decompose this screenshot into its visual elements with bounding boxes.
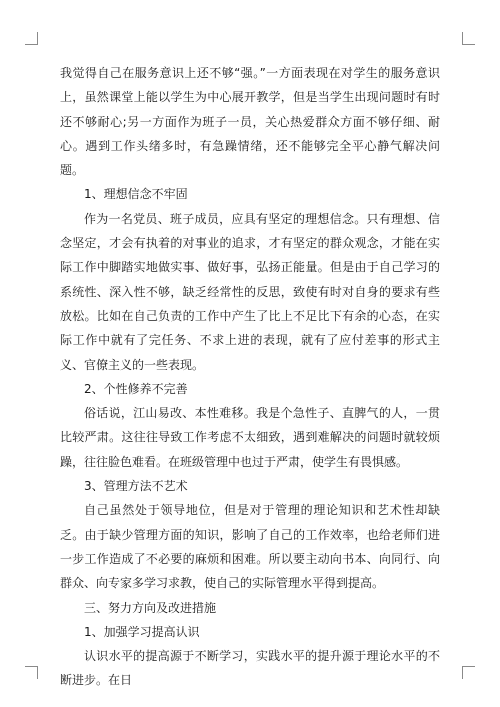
paragraph: 我觉得自己在服务意识上还不够“强。”一方面表现在对学生的服务意识上，虽然课堂上能以学生为中心展开教学，但是当学生出现问题时有时还不够耐心;另一方面作为班子一员，关心热爱群众方面不够仔细、耐心。遇到工作头绪多时，有急躁情绪，还不能够完全平心静气解决问题。 — [60, 66, 440, 178]
paragraph: 自己虽然处于领导地位，但是对于管理的理论知识和艺术性却缺乏。由于缺少管理方面的知识，影响了自己的工作效率，也给老师们进一步工作造成了不必要的麻烦和困难。所以要主动向书本、向同行、向群众、向专家多学习求教，使自己的实际管理水平得到提高。 — [60, 503, 440, 591]
document-body — [60, 61, 440, 693]
section-heading: 三、努力方向及改进措施 — [84, 600, 217, 615]
section-heading: 1、加强学习提高认识 — [84, 624, 200, 639]
crop-mark-bottom-right — [462, 666, 475, 679]
crop-mark-top-left — [25, 32, 38, 45]
crop-mark-bottom-left — [25, 666, 38, 679]
paragraph: 作为一名党员、班子成员，应具有坚定的理想信念。只有理想、信念坚定，才会有执着的对事业的追求，才有坚定的群众观念，才能在实际工作中脚踏实地做实事、做好事，弘扬正能量。但是由于自己学习的系统性、深入性不够，缺乏经常性的反思，致使有时对自身的要求有些放松。比如在自己负责的工作中产生了比上不足比下有余的心态，在实际工作中就有了完任务、不求上进的表现，就有了应付差事的形式主义、官僚主义的一些表现。 — [60, 211, 440, 372]
crop-mark-top-right — [462, 32, 475, 45]
paragraph: 俗话说，江山易改、本性难移。我是个急性子、直脾气的人，一贯比较严肃。这往往导致工作考虑不太细致，遇到难解决的问题时就较烦躁，往往脸色难看。在班级管理中也过于严肃，使学生有畏惧感。 — [60, 406, 440, 469]
section-heading: 1、理想信念不牢固 — [84, 187, 188, 202]
section-heading: 3、管理方法不艺术 — [84, 479, 188, 494]
section-heading: 2、个性修养不完善 — [84, 381, 188, 396]
paragraph: 认识水平的提高源于不断学习，实践水平的提升源于理论水平的不断进步。在日 — [60, 649, 440, 688]
